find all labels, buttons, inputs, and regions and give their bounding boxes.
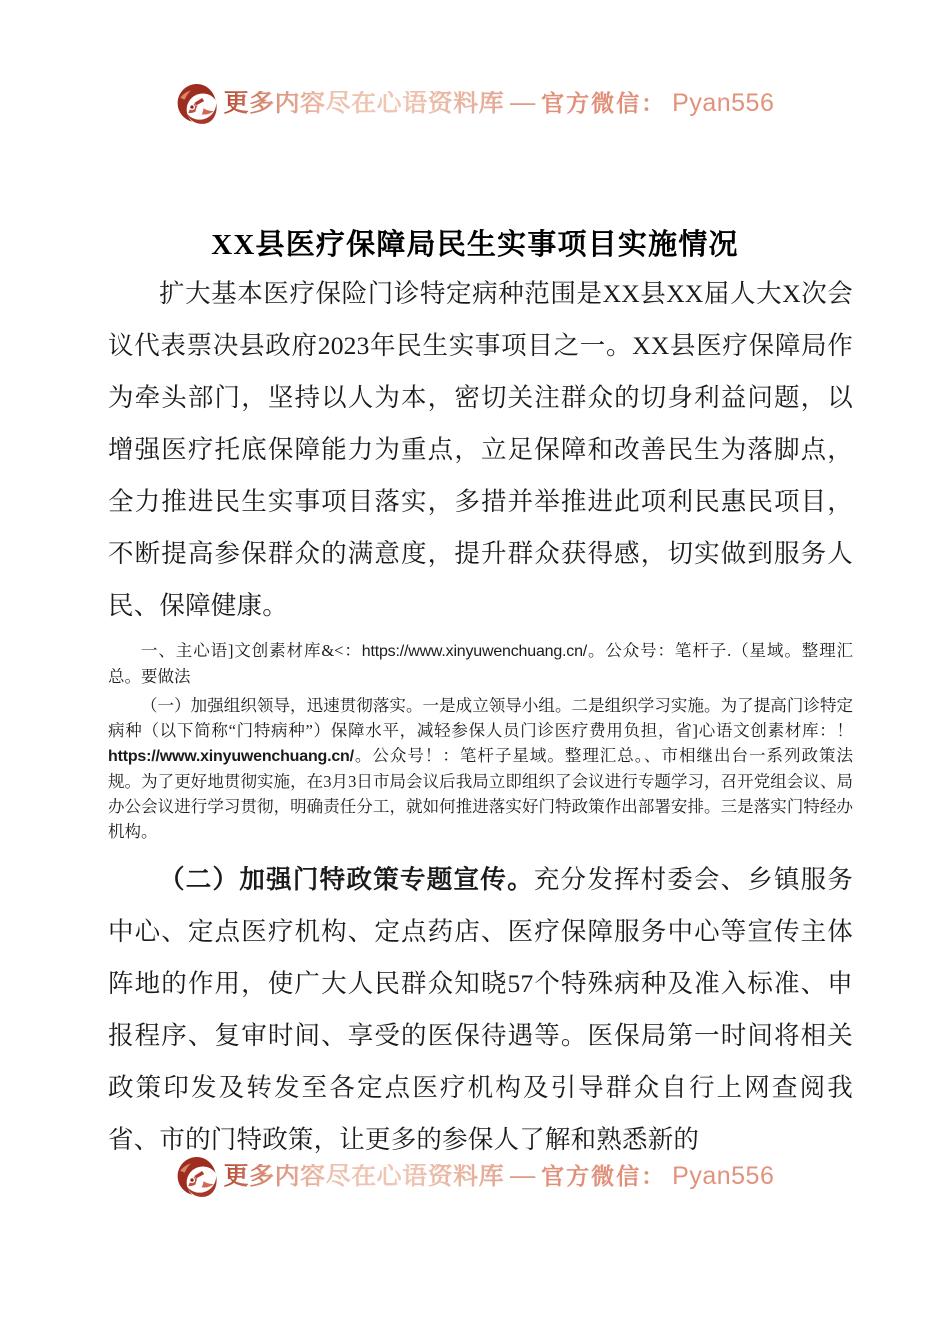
document-body [108, 268, 853, 1166]
paragraph-intro: 扩大基本医疗保险门诊特定病种范围是XX县XX届人大X次会议代表票决县政府2023年民生实事项目之一。XX县医疗保障局作为牵头部门，坚持以人为本，密切关注群众的切身利益问题，以增强医疗托底保障能力为重点，立足保障和改善民生为落脚点，全力推进民生实事项目落实，多措并举推进此项利民惠民项目，不断提高参保群众的满意度，提升群众获得感，切实做到服务人民、保障健康。 [108, 279, 853, 620]
paragraph-section-one [108, 693, 853, 844]
section-two-lead: （二）加强门特政策专题宣传。 [159, 865, 534, 894]
watermark-dash: — [510, 89, 536, 116]
note-1-text-before: 一、主心语]文创素材库&<： [141, 641, 362, 660]
watermark-header [0, 82, 950, 124]
paragraph-section-two [108, 854, 853, 1166]
watermark-dash: — [510, 1162, 536, 1189]
watermark-wechat-label: 官方微信： [541, 90, 667, 116]
section-two-text: 充分发挥村委会、乡镇服务中心、定点医疗机构、定点药店、医疗保障服务中心等宣传主体阵地的作用，使广大人民群众知晓57个特殊病种及准入标准、申报程序、复审时间、享受的医保待遇等。医保局第一时间将相关政策印发及转发至各定点医疗机构及引导群众自行上网查阅我省、市的门特政策，让更多的参保人了解和熟悉新的 [108, 865, 853, 1154]
section-one-url: https://www.xinyuwenchuang.cn/ [108, 748, 354, 765]
watermark-wechat-id: Pyan556 [672, 88, 775, 117]
swirl-fish-emblem-icon [176, 1155, 218, 1197]
watermark-footer [0, 1155, 950, 1197]
watermark-main-text: 更多内容尽在心语资料库 [223, 89, 505, 117]
section-one-text-before: （一）加强组织领导，迅速贯彻落实。一是成立领导小组。二是组织学习实施。为了提高门诊特定病种（以下简称“门特病种”）保障水平，减轻参保人员门诊医疗费用负担，省]心语文创素材库：！ [108, 696, 853, 740]
watermark-wechat-id: Pyan556 [672, 1161, 775, 1190]
watermark-wechat-label: 官方微信： [541, 1163, 667, 1189]
note-1-url: https://www.xinyuwenchuang.cn/ [361, 643, 588, 660]
swirl-fish-emblem-icon [176, 82, 218, 124]
paragraph-note-1 [108, 638, 853, 689]
page-title: XX县医疗保障局民生实事项目实施情况 [211, 229, 739, 262]
note-1-text-after: 。公众号：笔杆子.（星域。整理汇总。要做法 [108, 641, 854, 686]
watermark-main-text: 更多内容尽在心语资料库 [223, 1162, 505, 1190]
section-one-text-after: 。公众号！：笔杆子星域。整理汇总。、市相继出台一系列政策法规。为了更好地贯彻实施，在3月3日市局会议后我局立即组织了会议进行专题学习，召开党组会议、局办公会议进行学习贯彻，明确责任分工，就如何推进落实好门特政策作出部署安排。三是落实门特经办机构。 [108, 746, 853, 841]
